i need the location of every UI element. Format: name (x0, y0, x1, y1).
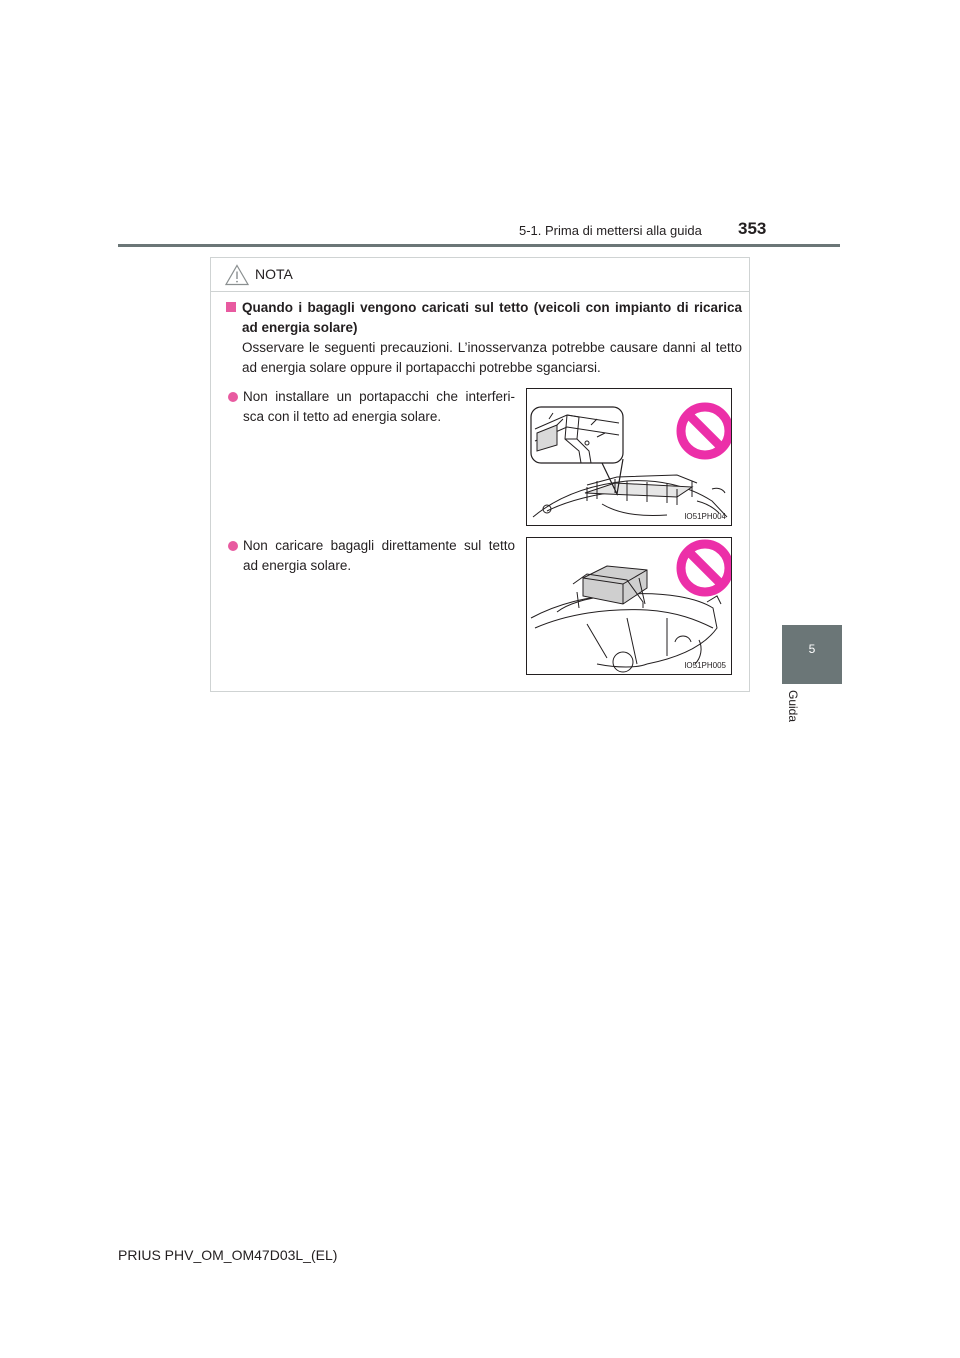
chapter-number: 5 (808, 642, 816, 656)
item-text-1: Non installare un portapacchi che interferi-sca con il tetto ad energia solare. (243, 389, 515, 424)
page-number: 353 (738, 219, 767, 238)
header-section-title: 5-1. Prima di mettersi alla guida (519, 223, 702, 238)
prohibition-icon (681, 544, 729, 592)
luggage-roof-illustration (527, 538, 732, 675)
round-bullet-icon (228, 541, 238, 551)
figure-code-2: IO51PH005 (684, 661, 726, 670)
notice-title: NOTA (255, 266, 293, 282)
chapter-label-container (786, 690, 800, 730)
header-divider (118, 244, 840, 247)
prohibition-icon (681, 407, 729, 455)
notice-header (211, 258, 749, 292)
notice-paragraph: Osservare le seguenti precauzioni. L’inosservanza potrebbe causare danni al tetto ad energia solare oppure il portapacchi potrebbe sganciarsi. (242, 340, 742, 375)
square-bullet-icon (226, 302, 236, 312)
roof-rack-illustration (527, 389, 732, 526)
figure-luggage-on-roof (526, 537, 732, 675)
notice-heading: Quando i bagagli vengono caricati sul tetto (veicoli con impianto di ricarica ad energia solare) (242, 300, 742, 335)
footer-doc-code: PRIUS PHV_OM_OM47D03L_(EL) (118, 1247, 338, 1263)
warning-triangle-icon (225, 264, 249, 286)
chapter-label: Guida (786, 690, 800, 723)
item-text-2: Non caricare bagagli direttamente sul tetto ad energia solare. (243, 538, 515, 573)
figure-roof-rack-interference (526, 388, 732, 526)
chapter-tab (782, 625, 842, 684)
figure-code-1: IO51PH004 (684, 512, 726, 521)
round-bullet-icon (228, 392, 238, 402)
